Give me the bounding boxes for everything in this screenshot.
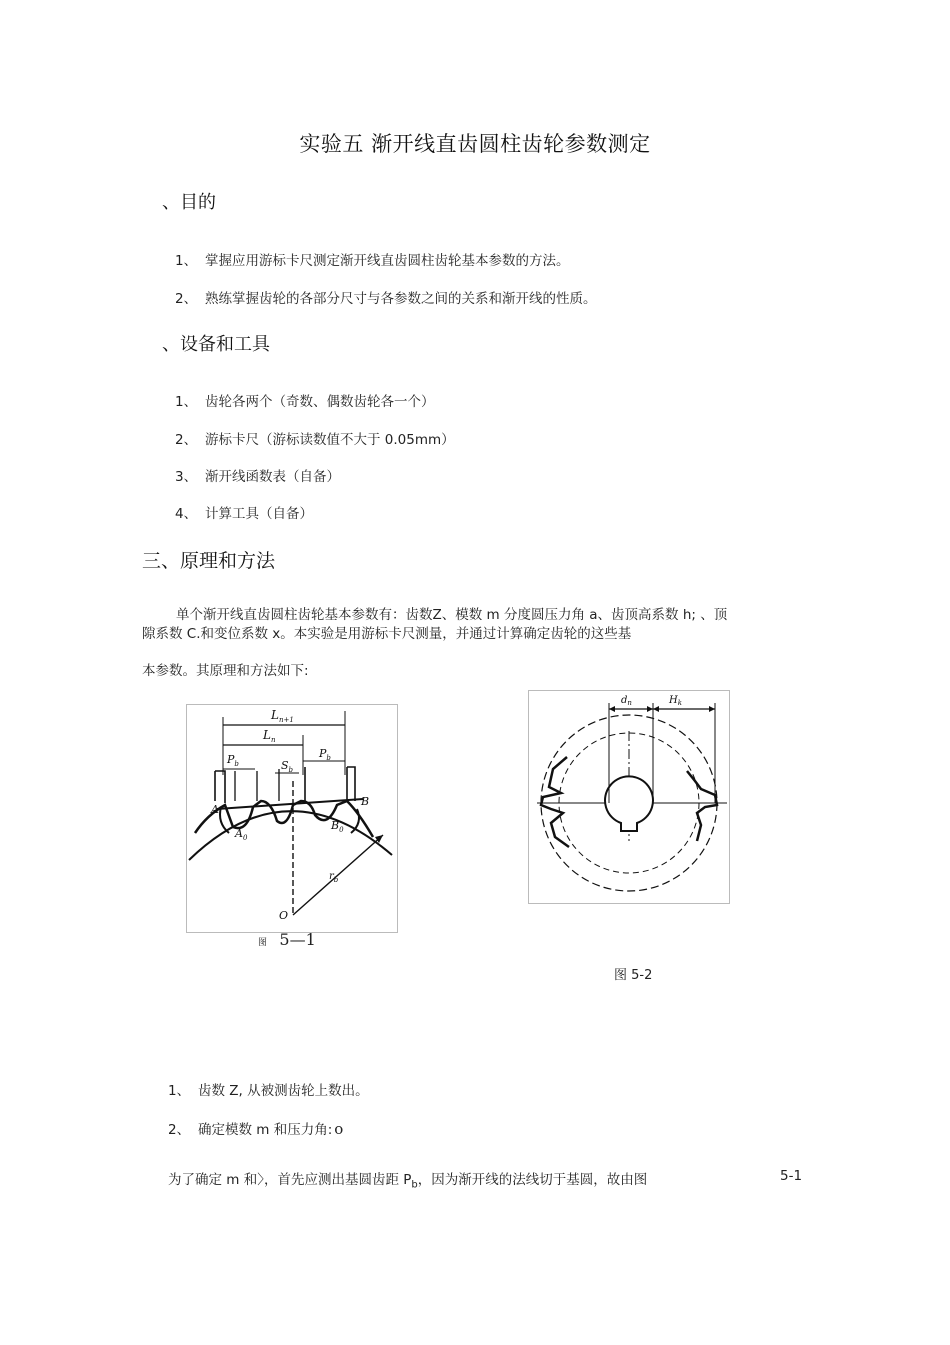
- figure-reference: 5-1: [780, 1168, 803, 1184]
- list-item-text: 齿数 Z, 从被测齿轮上数出。: [198, 1083, 369, 1099]
- list-item-text: 熟练掌握齿轮的各部分尺寸与各参数之间的关系和渐开线的性质。: [205, 291, 597, 307]
- figure-5-1: [186, 704, 398, 933]
- gear-tooth-measurement-diagram: [187, 705, 397, 932]
- label-Pb-right: $P_b$: [319, 747, 331, 762]
- figure-5-1-caption: 图 5—1: [258, 930, 316, 949]
- label-Sb: $S_b$: [281, 759, 294, 774]
- label-dn: $d_n$: [621, 695, 632, 707]
- label-Hk: $H_k$: [669, 695, 682, 707]
- list-item-number: 1、: [175, 253, 198, 269]
- paragraph-line: 为了确定 m 和〉，首先应测出基圆齿距 $P_b$，因为渐开线的法线切于基圆，故由图: [168, 1172, 648, 1191]
- list-item-text: 渐开线函数表（自备）: [205, 469, 340, 485]
- alpha-symbol: o: [334, 1120, 344, 1138]
- list-item: [175, 249, 570, 269]
- label-rb: $r_b$: [329, 871, 339, 884]
- list-item-number: 1、: [175, 394, 198, 410]
- section-heading-principle: 三、原理和方法: [142, 550, 276, 572]
- list-item-text: 游标卡尺（游标读数值不大于 0.05mm）: [205, 432, 455, 448]
- label-A: A: [211, 803, 219, 816]
- section-heading-purpose: 、目的: [162, 192, 216, 213]
- list-item: [175, 287, 597, 307]
- list-item: [175, 428, 455, 448]
- label-Pb-left: $P_b$: [227, 753, 239, 768]
- list-item: [168, 1118, 343, 1138]
- label-A0: $A_0$: [235, 827, 248, 842]
- list-item-text: 确定模数 m 和压力角:: [198, 1122, 333, 1138]
- label-O: O: [279, 909, 289, 922]
- paragraph-line: 本参数。其原理和方法如下:: [142, 663, 309, 679]
- label-Ln: $L_n$: [263, 728, 276, 744]
- figure-5-2-caption: 图 5-2: [614, 968, 653, 983]
- label-B0: $B_0$: [331, 819, 344, 834]
- list-item: [175, 502, 313, 522]
- list-item-number: 2、: [175, 291, 198, 307]
- label-B: B: [361, 795, 370, 808]
- list-item-number: 2、: [168, 1122, 191, 1138]
- page-title: 实验五 渐开线直齿圆柱齿轮参数测定: [299, 132, 651, 156]
- section-heading-equipment: 、设备和工具: [162, 334, 270, 355]
- list-item: [168, 1079, 369, 1099]
- list-item-number: 2、: [175, 432, 198, 448]
- list-item-number: 1、: [168, 1083, 191, 1099]
- list-item-number: 3、: [175, 469, 198, 485]
- figure-5-2: [528, 690, 730, 904]
- list-item-text: 齿轮各两个（奇数、偶数齿轮各一个）: [205, 394, 435, 410]
- paragraph-line: 单个渐开线直齿圆柱齿轮基本参数有：齿数Z、模数 m 分度圆压力角 a、齿顶高系数 h; 、顶: [176, 607, 728, 623]
- gear-hole-measurement-diagram: [529, 691, 729, 903]
- paragraph-line: 隙系数 C.和变位系数 x。本实验是用游标卡尺测量，并通过计算确定齿轮的这些基: [142, 626, 632, 642]
- list-item-number: 4、: [175, 506, 198, 522]
- list-item-text: 计算工具（自备）: [205, 506, 313, 522]
- label-Ln+1: $L_{n+1}$: [271, 708, 294, 724]
- list-item-text: 掌握应用游标卡尺测定渐开线直齿圆柱齿轮基本参数的方法。: [205, 253, 570, 269]
- list-item: [175, 390, 435, 410]
- list-item: [175, 465, 340, 485]
